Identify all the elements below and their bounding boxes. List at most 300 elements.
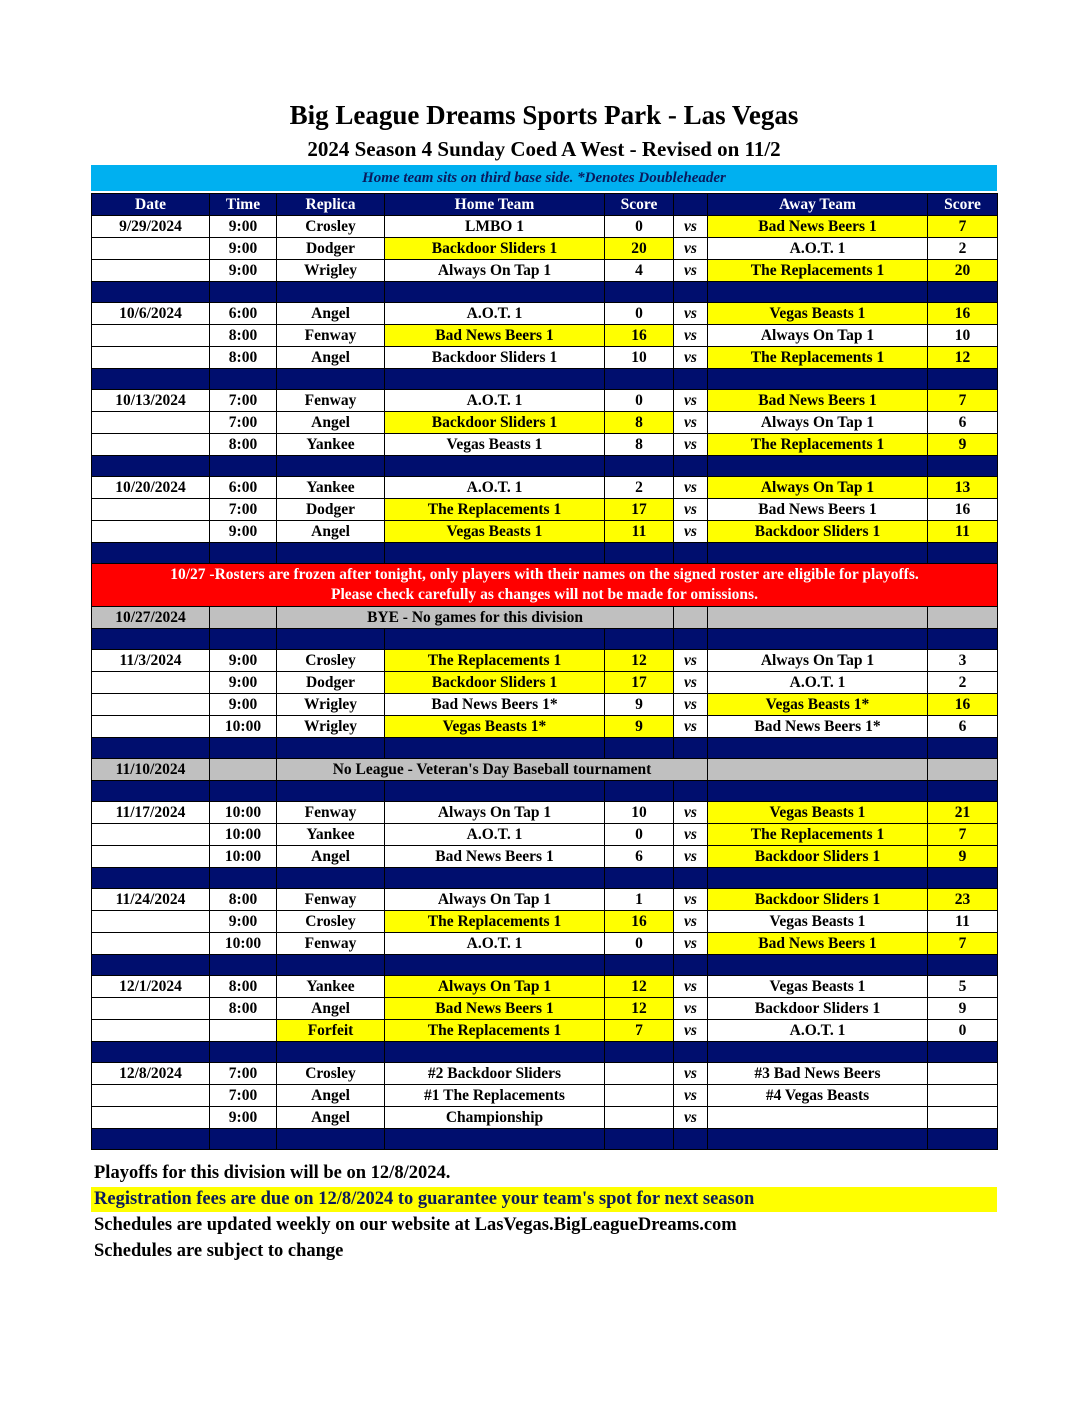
home-score-cell: 8 (605, 434, 674, 456)
game-row (92, 1063, 998, 1085)
home-score-cell: 6 (605, 846, 674, 868)
spacer-cell (385, 1042, 605, 1063)
vs-cell: vs (674, 889, 708, 911)
spacer-cell (210, 955, 277, 976)
away-score-cell: 11 (928, 911, 998, 933)
spacer-cell (605, 955, 674, 976)
away-score-cell: 3 (928, 650, 998, 672)
date-cell (92, 1085, 210, 1107)
date-cell (92, 412, 210, 434)
away-score-cell: 13 (928, 477, 998, 499)
spacer-row (92, 369, 998, 390)
replica-field-cell: Wrigley (277, 260, 385, 282)
home-team-cell: A.O.T. 1 (385, 390, 605, 412)
spacer-cell (92, 955, 210, 976)
home-score-cell: 16 (605, 911, 674, 933)
roster-alert-line2: Please check carefully as changes will not be made for omissions. (331, 586, 758, 603)
no-league-row (92, 759, 998, 781)
time-cell (210, 607, 277, 629)
time-cell: 8:00 (210, 998, 277, 1020)
spacer-row (92, 955, 998, 976)
home-team-cell: Always On Tap 1 (385, 889, 605, 911)
replica-field-cell: Crosley (277, 1063, 385, 1085)
spacer-cell (928, 1042, 998, 1063)
game-row (92, 933, 998, 955)
date-cell (92, 672, 210, 694)
spacer-cell (928, 282, 998, 303)
game-row (92, 911, 998, 933)
footer-disclaimer: Schedules are subject to change (94, 1241, 344, 1261)
spacer-row (92, 868, 998, 889)
away-team-cell: Always On Tap 1 (708, 650, 928, 672)
away-team-cell: Always On Tap 1 (708, 325, 928, 347)
home-score-cell: 0 (605, 216, 674, 238)
home-score-cell: 10 (605, 802, 674, 824)
spacer-cell (92, 1042, 210, 1063)
time-cell: 7:00 (210, 1063, 277, 1085)
page-subtitle: 2024 Season 4 Sunday Coed A West - Revised on 11/2 (307, 137, 781, 161)
time-cell: 9:00 (210, 694, 277, 716)
spacer-cell (928, 543, 998, 564)
home-team-cell: A.O.T. 1 (385, 303, 605, 325)
spacer-cell (210, 456, 277, 477)
spacer-cell (928, 629, 998, 650)
spacer-cell (605, 543, 674, 564)
vs-cell: vs (674, 824, 708, 846)
replica-field-cell: Angel (277, 1085, 385, 1107)
spacer-cell (605, 1042, 674, 1063)
game-row (92, 802, 998, 824)
spacer-cell (928, 1129, 998, 1150)
spacer-cell (708, 955, 928, 976)
game-row (92, 390, 998, 412)
col-home-team: Home Team (385, 194, 605, 216)
spacer-cell (92, 629, 210, 650)
home-team-cell: Bad News Beers 1 (385, 325, 605, 347)
time-cell: 10:00 (210, 802, 277, 824)
away-score-cell: 7 (928, 824, 998, 846)
spacer-cell (277, 282, 385, 303)
roster-alert-line1: 10/27 -Rosters are frozen after tonight, only players with their names on the signed roster are eligible for playoffs. (170, 566, 919, 583)
col-vs (674, 194, 708, 216)
spacer-cell (210, 369, 277, 390)
spacer-cell (277, 543, 385, 564)
vs-cell: vs (674, 911, 708, 933)
home-score-cell: 11 (605, 521, 674, 543)
home-team-cell: A.O.T. 1 (385, 824, 605, 846)
replica-field-cell: Crosley (277, 650, 385, 672)
col-home-score: Score (605, 194, 674, 216)
spacer-row (92, 282, 998, 303)
spacer-cell (708, 738, 928, 759)
spacer-cell (708, 1042, 928, 1063)
spacer-cell (92, 781, 210, 802)
date-cell: 10/6/2024 (92, 303, 210, 325)
time-cell: 9:00 (210, 1107, 277, 1129)
game-row (92, 694, 998, 716)
spacer-cell (605, 738, 674, 759)
spacer-row (92, 781, 998, 802)
date-cell: 10/20/2024 (92, 477, 210, 499)
time-cell: 10:00 (210, 846, 277, 868)
replica-field-cell: Angel (277, 1107, 385, 1129)
vs-cell: vs (674, 716, 708, 738)
spacer-cell (674, 543, 708, 564)
home-score-cell: 17 (605, 499, 674, 521)
away-score-cell: 6 (928, 716, 998, 738)
time-cell: 8:00 (210, 434, 277, 456)
spacer-cell (385, 369, 605, 390)
home-team-cell: Backdoor Sliders 1 (385, 347, 605, 369)
page-title: Big League Dreams Sports Park - Las Vegas (289, 100, 799, 130)
home-score-cell: 0 (605, 824, 674, 846)
away-team-cell: Vegas Beasts 1* (708, 694, 928, 716)
home-score-cell: 2 (605, 477, 674, 499)
date-cell (92, 434, 210, 456)
replica-field-cell: Crosley (277, 216, 385, 238)
time-cell: 9:00 (210, 521, 277, 543)
away-score-cell: 23 (928, 889, 998, 911)
vs-cell: vs (674, 1063, 708, 1085)
replica-field-cell: Angel (277, 412, 385, 434)
date-cell: 11/17/2024 (92, 802, 210, 824)
vs-cell: vs (674, 1020, 708, 1042)
spacer-cell (674, 955, 708, 976)
home-score-cell: 16 (605, 325, 674, 347)
vs-cell: vs (674, 521, 708, 543)
away-score-cell: 7 (928, 390, 998, 412)
time-cell: 7:00 (210, 1085, 277, 1107)
away-score-cell: 11 (928, 521, 998, 543)
home-score-cell: 12 (605, 998, 674, 1020)
vs-cell: vs (674, 672, 708, 694)
date-cell: 11/3/2024 (92, 650, 210, 672)
away-team-cell: Bad News Beers 1 (708, 499, 928, 521)
spacer-cell (277, 629, 385, 650)
spacer-cell (708, 369, 928, 390)
home-score-cell: 8 (605, 412, 674, 434)
spacer-cell (277, 1042, 385, 1063)
away-score-cell: 10 (928, 325, 998, 347)
spacer-cell (674, 282, 708, 303)
spacer-cell (385, 629, 605, 650)
replica-field-cell: Dodger (277, 672, 385, 694)
vs-cell: vs (674, 390, 708, 412)
spacer-cell (674, 1042, 708, 1063)
home-team-cell: Vegas Beasts 1 (385, 434, 605, 456)
home-team-cell: Bad News Beers 1 (385, 846, 605, 868)
away-score-cell: 2 (928, 238, 998, 260)
home-score-cell: 4 (605, 260, 674, 282)
schedule-note: Home team sits on third base side. *Denotes Doubleheader (91, 165, 997, 191)
home-team-cell: The Replacements 1 (385, 499, 605, 521)
time-cell: 10:00 (210, 933, 277, 955)
away-team-cell: #3 Bad News Beers (708, 1063, 928, 1085)
spacer-cell (210, 868, 277, 889)
spacer-cell (92, 282, 210, 303)
home-team-cell: #2 Backdoor Sliders (385, 1063, 605, 1085)
spacer-row (92, 543, 998, 564)
time-cell: 7:00 (210, 499, 277, 521)
date-cell: 10/27/2024 (92, 607, 210, 629)
vs-cell: vs (674, 303, 708, 325)
home-score-cell: 0 (605, 933, 674, 955)
away-team-cell: Vegas Beasts 1 (708, 802, 928, 824)
replica-field-cell: Fenway (277, 889, 385, 911)
game-row (92, 976, 998, 998)
spacer-cell (674, 1129, 708, 1150)
schedule-table (91, 193, 998, 1150)
replica-field-cell: Fenway (277, 933, 385, 955)
time-cell: 9:00 (210, 911, 277, 933)
away-team-cell: Backdoor Sliders 1 (708, 846, 928, 868)
away-team-cell: The Replacements 1 (708, 434, 928, 456)
spacer-cell (708, 456, 928, 477)
spacer-cell (210, 282, 277, 303)
time-cell: 6:00 (210, 477, 277, 499)
vs-cell: vs (674, 694, 708, 716)
home-team-cell: Always On Tap 1 (385, 976, 605, 998)
date-cell (92, 1107, 210, 1129)
game-row (92, 477, 998, 499)
spacer-cell (928, 868, 998, 889)
replica-field-cell: Yankee (277, 477, 385, 499)
spacer-cell (210, 1042, 277, 1063)
game-row (92, 216, 998, 238)
spacer-cell (928, 369, 998, 390)
date-cell (92, 911, 210, 933)
spacer-cell (92, 868, 210, 889)
footer-registration: Registration fees are due on 12/8/2024 to guarantee your team's spot for next season (91, 1187, 997, 1212)
replica-field-cell: Fenway (277, 390, 385, 412)
date-cell (92, 824, 210, 846)
spacer-cell (385, 1129, 605, 1150)
away-cell (708, 607, 928, 629)
spacer-cell (277, 369, 385, 390)
away-score-cell (928, 1107, 998, 1129)
time-cell: 8:00 (210, 976, 277, 998)
time-cell: 8:00 (210, 347, 277, 369)
footer-playoffs: Playoffs for this division will be on 12/8/2024. (94, 1163, 451, 1183)
home-score-cell: 0 (605, 390, 674, 412)
away-score-cell: 5 (928, 976, 998, 998)
home-score-cell: 12 (605, 976, 674, 998)
spacer-cell (92, 738, 210, 759)
game-row (92, 499, 998, 521)
vs-cell: vs (674, 434, 708, 456)
away-score-cell: 16 (928, 499, 998, 521)
game-row (92, 824, 998, 846)
time-cell: 6:00 (210, 303, 277, 325)
vs-cell: vs (674, 933, 708, 955)
replica-field-cell: Angel (277, 998, 385, 1020)
home-team-cell: Backdoor Sliders 1 (385, 672, 605, 694)
away-team-cell: Bad News Beers 1 (708, 216, 928, 238)
away-score-cell: 0 (928, 1020, 998, 1042)
spacer-cell (928, 781, 998, 802)
home-team-cell: Championship (385, 1107, 605, 1129)
vs-cell: vs (674, 325, 708, 347)
time-cell: 7:00 (210, 390, 277, 412)
away-score-cell: 9 (928, 434, 998, 456)
spacer-cell (385, 781, 605, 802)
away-team-cell: Always On Tap 1 (708, 477, 928, 499)
spacer-cell (92, 1129, 210, 1150)
schedule-body (92, 216, 998, 1150)
date-cell (92, 238, 210, 260)
away-score-cell: 21 (928, 802, 998, 824)
away-score-cell: 7 (928, 216, 998, 238)
time-cell: 10:00 (210, 716, 277, 738)
game-row (92, 521, 998, 543)
away-team-cell: Bad News Beers 1* (708, 716, 928, 738)
spacer-cell (385, 955, 605, 976)
game-row (92, 325, 998, 347)
home-score-cell: 1 (605, 889, 674, 911)
no-league-message: No League - Veteran's Day Baseball tournament (277, 759, 708, 781)
spacer-cell (708, 868, 928, 889)
bye-row (92, 607, 998, 629)
home-team-cell: Bad News Beers 1 (385, 998, 605, 1020)
replica-field-cell: Wrigley (277, 716, 385, 738)
replica-field-cell: Dodger (277, 499, 385, 521)
home-score-cell: 17 (605, 672, 674, 694)
spacer-cell (674, 369, 708, 390)
score-cell (928, 607, 998, 629)
spacer-cell (605, 282, 674, 303)
home-score-cell (605, 1063, 674, 1085)
spacer-cell (277, 1129, 385, 1150)
spacer-cell (928, 955, 998, 976)
home-team-cell: Always On Tap 1 (385, 802, 605, 824)
replica-field-cell: Dodger (277, 238, 385, 260)
date-cell (92, 933, 210, 955)
spacer-cell (277, 868, 385, 889)
away-score-cell (928, 1085, 998, 1107)
time-cell: 10:00 (210, 824, 277, 846)
away-team-cell: Vegas Beasts 1 (708, 911, 928, 933)
game-row (92, 238, 998, 260)
date-cell (92, 347, 210, 369)
home-score-cell: 10 (605, 347, 674, 369)
replica-field-cell: Angel (277, 846, 385, 868)
vs-cell: vs (674, 802, 708, 824)
replica-field-cell: Fenway (277, 802, 385, 824)
home-team-cell: Bad News Beers 1* (385, 694, 605, 716)
spacer-cell (605, 868, 674, 889)
time-cell: 9:00 (210, 260, 277, 282)
roster-alert-row (92, 564, 998, 607)
game-row (92, 889, 998, 911)
replica-field-cell: Forfeit (277, 1020, 385, 1042)
away-score-cell: 16 (928, 303, 998, 325)
spacer-cell (385, 868, 605, 889)
home-score-cell: 0 (605, 303, 674, 325)
date-cell (92, 716, 210, 738)
away-team-cell: A.O.T. 1 (708, 238, 928, 260)
home-team-cell: Always On Tap 1 (385, 260, 605, 282)
spacer-cell (210, 629, 277, 650)
date-cell: 12/8/2024 (92, 1063, 210, 1085)
spacer-cell (210, 738, 277, 759)
game-row (92, 716, 998, 738)
vs-cell (674, 607, 708, 629)
vs-cell: vs (674, 1085, 708, 1107)
spacer-cell (385, 456, 605, 477)
time-cell: 7:00 (210, 412, 277, 434)
col-away-team: Away Team (708, 194, 928, 216)
spacer-cell (928, 456, 998, 477)
away-score-cell: 9 (928, 998, 998, 1020)
spacer-cell (674, 629, 708, 650)
spacer-row (92, 629, 998, 650)
away-team-cell: The Replacements 1 (708, 824, 928, 846)
home-team-cell: Backdoor Sliders 1 (385, 412, 605, 434)
spacer-cell (277, 781, 385, 802)
vs-cell: vs (674, 347, 708, 369)
date-cell: 11/24/2024 (92, 889, 210, 911)
away-team-cell: The Replacements 1 (708, 347, 928, 369)
home-team-cell: #1 The Replacements (385, 1085, 605, 1107)
spacer-cell (674, 738, 708, 759)
spacer-cell (210, 781, 277, 802)
game-row (92, 1020, 998, 1042)
home-score-cell: 12 (605, 650, 674, 672)
time-cell: 9:00 (210, 216, 277, 238)
replica-field-cell: Wrigley (277, 694, 385, 716)
date-cell (92, 694, 210, 716)
game-row (92, 260, 998, 282)
home-team-cell: Vegas Beasts 1 (385, 521, 605, 543)
away-team-cell: Vegas Beasts 1 (708, 303, 928, 325)
spacer-row (92, 1042, 998, 1063)
date-cell: 12/1/2024 (92, 976, 210, 998)
date-cell (92, 1020, 210, 1042)
away-score-cell: 9 (928, 846, 998, 868)
spacer-cell (674, 456, 708, 477)
spacer-cell (674, 781, 708, 802)
away-team-cell: Bad News Beers 1 (708, 933, 928, 955)
col-replica: Replica (277, 194, 385, 216)
time-cell: 8:00 (210, 325, 277, 347)
away-team-cell: A.O.T. 1 (708, 1020, 928, 1042)
date-cell (92, 260, 210, 282)
replica-field-cell: Angel (277, 347, 385, 369)
spacer-cell (674, 868, 708, 889)
away-score-cell: 6 (928, 412, 998, 434)
away-score-cell (928, 1063, 998, 1085)
away-team-cell (708, 1107, 928, 1129)
col-time: Time (210, 194, 277, 216)
vs-cell: vs (674, 998, 708, 1020)
spacer-cell (708, 282, 928, 303)
home-score-cell: 9 (605, 716, 674, 738)
spacer-row (92, 738, 998, 759)
game-row (92, 672, 998, 694)
header-row (92, 194, 998, 216)
home-score-cell: 20 (605, 238, 674, 260)
spacer-cell (605, 369, 674, 390)
spacer-cell (605, 629, 674, 650)
spacer-cell (605, 456, 674, 477)
spacer-cell (605, 1129, 674, 1150)
home-score-cell (605, 1107, 674, 1129)
vs-cell: vs (674, 499, 708, 521)
spacer-cell (605, 781, 674, 802)
away-score-cell: 2 (928, 672, 998, 694)
time-cell (210, 759, 277, 781)
home-team-cell: A.O.T. 1 (385, 477, 605, 499)
